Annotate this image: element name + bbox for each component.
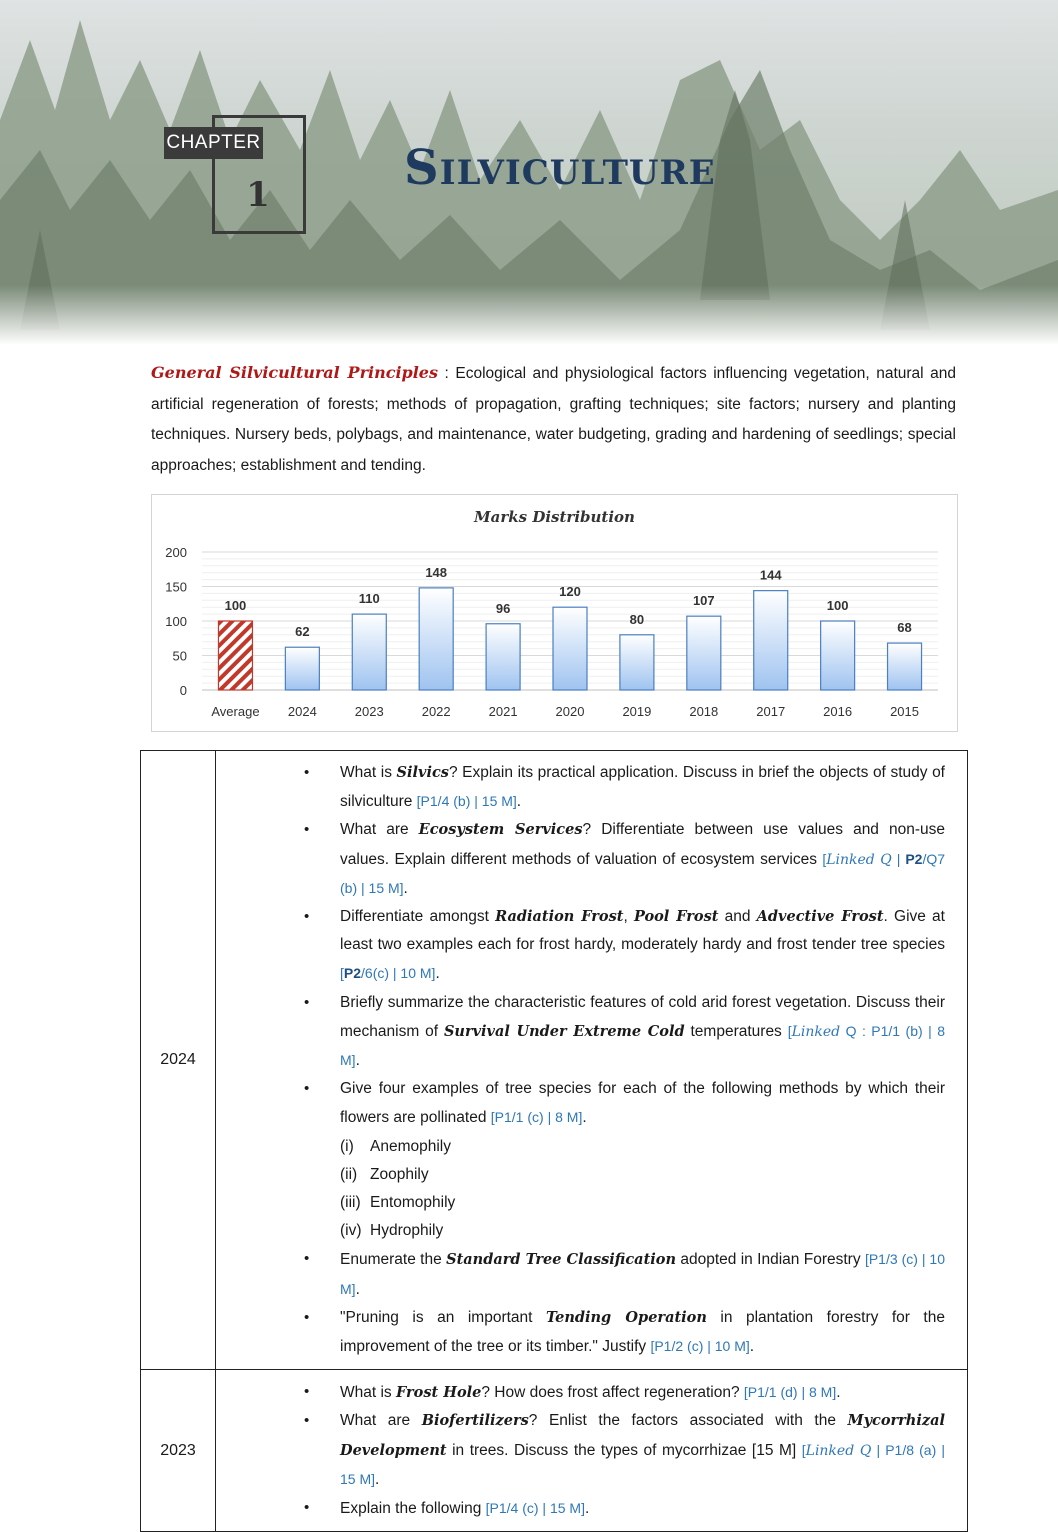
linked-q-tag: Linked — [791, 1023, 841, 1040]
question-reference — [826, 851, 892, 867]
question-item — [216, 989, 945, 1076]
category-label: 2019 — [622, 704, 652, 719]
sub-item-text: Entomophily — [370, 1194, 456, 1212]
bar-2022 — [419, 588, 453, 690]
question-reference: Q : P1/1 (b) | 8 M] — [340, 1022, 946, 1069]
bar-value-label: 68 — [897, 620, 912, 636]
question-text: adopted in Indian Forestry — [676, 1251, 865, 1269]
question-reference: [ — [787, 1022, 792, 1039]
question-text: ? Explain its practical application. Discuss in brief the objects of study of silviculture — [340, 764, 945, 811]
category-label: 2021 — [488, 704, 518, 719]
question-text: Briefly summarize the characteristic features of cold arid forest vegetation. Discuss their mechanism of — [340, 993, 945, 1040]
sub-item-label: (i) — [340, 1137, 354, 1155]
keyword: Tending Operation — [545, 1308, 707, 1326]
question-text: ? Differentiate between use values and non-use values. Explain different methods of valuation of ecosystem services — [340, 821, 945, 868]
question-reference: /Q7 (b) | 15 M] — [340, 850, 946, 896]
question-text: . — [435, 965, 440, 983]
question-text: ? How does frost affect regeneration? — [481, 1384, 744, 1402]
marks-distribution-chart — [151, 494, 958, 732]
linked-q-tag: Linked Q — [805, 1442, 872, 1459]
question-text: What is — [340, 1384, 396, 1402]
category-label: 2024 — [287, 704, 317, 719]
question-text: "Pruning is an important — [340, 1308, 546, 1326]
sub-item — [216, 1189, 945, 1217]
question-reference — [905, 851, 922, 867]
syllabus-lead: General Silvicultural Principles — [151, 363, 438, 382]
category-label: 2018 — [689, 704, 719, 719]
question-reference: [P1/3 (c) | 10 M] — [340, 1251, 945, 1297]
chapter-number: 1 — [246, 175, 270, 215]
question-list — [216, 1378, 945, 1523]
question-text: and — [718, 908, 757, 926]
year-row — [141, 1370, 968, 1532]
question-item — [216, 1245, 945, 1303]
questions-table — [140, 750, 968, 1532]
keyword: Mycorrhizal Development — [340, 1412, 945, 1459]
y-tick-label: 0 — [179, 683, 187, 698]
question-text: , — [623, 908, 634, 926]
question-text: . — [584, 1500, 590, 1518]
bar-2023 — [352, 614, 386, 690]
question-text: Enumerate the — [340, 1251, 447, 1269]
category-label: 2016 — [823, 704, 853, 719]
bar-value-label: 144 — [759, 567, 782, 583]
question-reference — [344, 965, 361, 981]
question-text: . Give at least two examples each for frost hardy, moderately hardy and frost tender tree species — [340, 908, 945, 954]
bar-2018 — [687, 616, 721, 690]
sub-item-label: (iii) — [340, 1194, 361, 1212]
keyword: Radiation Frost — [495, 908, 624, 926]
question-item — [216, 1075, 945, 1132]
bar-value-label: 120 — [559, 584, 581, 600]
question-list — [216, 759, 945, 1361]
question-text: . — [516, 793, 522, 811]
bar-2020 — [553, 607, 587, 690]
bar-2024 — [285, 647, 319, 690]
sub-item-label: (ii) — [340, 1165, 358, 1183]
category-label: 2015 — [890, 704, 920, 719]
category-label: 2017 — [756, 704, 786, 719]
chapter-title: Silviculture — [404, 140, 716, 196]
question-reference: [ — [340, 965, 344, 982]
paper-tag: P2 — [343, 965, 362, 982]
question-text: . — [749, 1338, 755, 1356]
year-cell: 2023 — [141, 1370, 216, 1532]
question-text: . — [836, 1384, 841, 1402]
question-text: Differentiate amongst — [340, 908, 496, 926]
keyword: Survival Under Extreme Cold — [443, 1022, 685, 1040]
bar-average — [218, 621, 252, 690]
question-reference: [P1/2 (c) | 10 M] — [650, 1338, 750, 1355]
category-label: 2023 — [354, 704, 384, 719]
keyword: Ecosystem Services — [418, 821, 583, 839]
questions-cell — [216, 751, 968, 1370]
year-row — [141, 751, 968, 1370]
question-reference: /6(c) | 10 M] — [361, 965, 436, 982]
question-item — [216, 816, 945, 903]
question-item — [216, 1494, 945, 1523]
sub-item — [216, 1161, 945, 1189]
question-reference: [P1/1 (c) | 8 M] — [490, 1109, 583, 1126]
question-text: Give four examples of tree species for each of the following methods by which their flowers are pollinated — [340, 1080, 945, 1127]
keyword: Frost Hole — [395, 1384, 482, 1402]
bar-2017 — [754, 591, 788, 690]
keyword: Standard Tree Classification — [446, 1251, 676, 1269]
keyword: Silvics — [396, 764, 449, 781]
question-text: . — [355, 1280, 360, 1298]
question-reference — [806, 1442, 872, 1458]
sub-item — [216, 1133, 945, 1161]
category-label: Average — [211, 704, 260, 719]
question-text: . — [355, 1052, 360, 1070]
bar-2021 — [486, 624, 520, 690]
y-tick-label: 200 — [165, 545, 187, 560]
question-item — [216, 1304, 945, 1361]
y-tick-label: 150 — [165, 579, 187, 595]
paper-tag: P2 — [905, 850, 923, 867]
question-text: What are — [340, 821, 419, 839]
keyword: Biofertilizers — [421, 1412, 529, 1430]
bar-value-label: 96 — [495, 600, 511, 616]
question-reference: [P1/1 (d) | 8 M] — [743, 1384, 837, 1401]
keyword: Pool Frost — [633, 908, 719, 926]
question-text: What are — [340, 1412, 422, 1430]
question-reference — [792, 1023, 841, 1039]
chapter-label: CHAPTER — [164, 127, 263, 159]
bar-value-label: 110 — [358, 591, 380, 607]
question-item — [216, 903, 945, 989]
bar-2015 — [888, 643, 922, 690]
linked-q-tag: Linked Q — [826, 851, 892, 868]
question-item — [216, 1378, 945, 1407]
question-text: in trees. Discuss the types of mycorrhizae [15 M] — [446, 1441, 802, 1459]
question-text: . — [403, 879, 408, 897]
sub-item — [216, 1217, 945, 1245]
sub-item-text: Anemophily — [370, 1137, 451, 1155]
question-text: ? Enlist the factors associated with the — [528, 1412, 848, 1430]
bar-value-label: 100 — [224, 598, 247, 613]
chart-canvas — [152, 495, 957, 731]
sub-item-text: Zoophily — [370, 1165, 429, 1183]
bar-value-label: 100 — [826, 598, 849, 613]
bar-value-label: 148 — [425, 564, 448, 580]
question-text: What is — [340, 764, 397, 781]
chart-title: Marks Distribution — [474, 508, 635, 526]
sub-item-label: (iv) — [340, 1222, 362, 1240]
category-label: 2020 — [555, 704, 585, 719]
sub-item-text: Hydrophily — [370, 1222, 444, 1240]
question-reference: [P1/4 (c) | 15 M] — [485, 1500, 585, 1517]
question-reference: | — [891, 850, 906, 867]
question-text: in plantation forestry for the improvement of the tree or its timber." Justify — [340, 1308, 945, 1356]
question-item — [216, 759, 945, 816]
question-text: . — [582, 1109, 587, 1127]
question-text: Explain the following — [340, 1500, 486, 1518]
bar-value-label: 107 — [692, 593, 715, 609]
bar-value-label: 62 — [295, 624, 310, 640]
y-tick-label: 100 — [165, 614, 187, 629]
keyword: Advective Frost — [756, 908, 884, 926]
questions-cell — [216, 1370, 968, 1532]
category-label: 2022 — [421, 704, 451, 719]
syllabus-paragraph — [151, 358, 956, 481]
question-reference: [P1/4 (b) | 15 M] — [416, 793, 517, 810]
question-item — [216, 1407, 945, 1494]
question-text: . — [375, 1470, 380, 1488]
question-reference: | P1/8 (a) | 15 M] — [340, 1441, 945, 1487]
bar-2016 — [821, 621, 855, 690]
question-reference: [ — [801, 1441, 806, 1458]
y-tick-label: 50 — [172, 648, 187, 664]
question-text: temperatures — [684, 1022, 788, 1040]
syllabus-separator: : — [438, 365, 456, 382]
syllabus-text: Ecological and physiological factors influencing vegetation, natural and artificial regeneration of forests; methods of propagation, grafting techniques; site factors; nursery and planting techniques. Nursery beds, polybags, and maintenance, water budgeting, grading and hardening of seedlings; special approaches; establishment and tending. — [151, 365, 956, 474]
question-reference: [ — [822, 850, 827, 867]
bar-2019 — [620, 635, 654, 690]
year-cell: 2024 — [141, 751, 216, 1370]
bar-value-label: 80 — [629, 611, 645, 627]
